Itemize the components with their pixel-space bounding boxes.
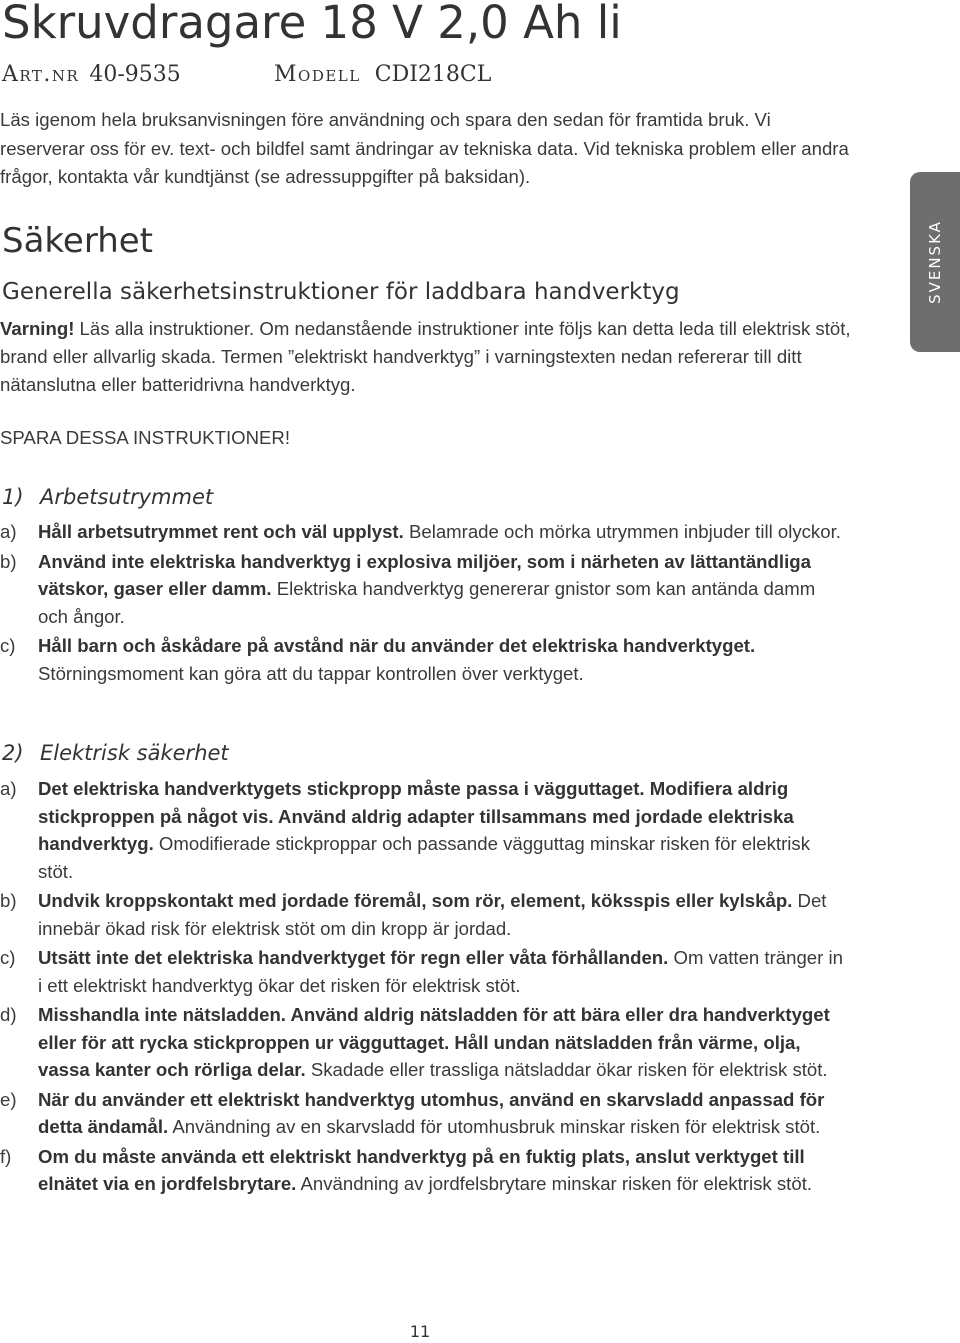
general-safety-subheading: Generella säkerhetsinstruktioner för laddbara handverktyg — [2, 279, 680, 305]
list-item — [0, 1143, 850, 1198]
section-1-label: Arbetsutrymmet — [40, 485, 214, 509]
art-label: Art.nr — [2, 62, 80, 87]
save-instructions: SPARA DESSA INSTRUKTIONER! — [0, 427, 290, 448]
item-text: Skadade eller trassliga nätsladdar ökar risken för elektrisk stöt. — [305, 1059, 828, 1080]
list-item — [0, 548, 850, 631]
section-2-number: 2) — [2, 741, 24, 765]
list-item — [0, 775, 850, 885]
section-1-number: 1) — [2, 485, 24, 509]
item-letter: f) — [0, 1145, 12, 1167]
item-bold: Misshandla inte nätsladden. Använd aldrig nätsladden för att bära eller dra handverktyget eller för att rycka stickproppen ur vägguttaget. Håll undan nätsladden från värme, olja, vassa kanter och rörliga delar. — [38, 1004, 830, 1080]
item-bold: Använd inte elektriska handverktyg i explosiva miljöer, som i närheten av lättantändliga vätskor, gaser eller damm. — [38, 550, 811, 599]
item-bold: När du använder ett elektriskt handverktyg utomhus, använd en skarvsladd anpassad för detta ändamål. — [38, 1088, 825, 1137]
page-number: 11 — [409, 1322, 431, 1341]
section-2-label: Elektrisk säkerhet — [40, 741, 229, 765]
item-bold: Undvik kroppskontakt med jordade föremål, som rör, element, köksspis eller kylskåp. — [38, 890, 793, 911]
item-bold: Håll arbetsutrymmet rent och väl upplyst. — [38, 521, 404, 542]
section-1-list — [0, 518, 850, 689]
item-letter: a) — [0, 778, 17, 799]
warning-label: Varning! — [0, 318, 75, 339]
item-letter: c) — [0, 947, 16, 968]
list-item — [0, 632, 850, 687]
intro-text: Läs igenom hela bruksanvisningen före användning och spara den sedan för framtida bruk. Vi reserverar oss för ev. text- och bildfel samt ändringar av tekniska data. Vid tekniska problem eller andra frågor, kontakta vår kundtjänst (se adressuppgifter på baksidan). — [0, 109, 849, 187]
list-item — [0, 1001, 850, 1084]
item-letter: a) — [0, 521, 17, 542]
list-item — [0, 1086, 850, 1141]
item-bold: Utsätt inte det elektriska handverktyget för regn eller våta förhållanden. — [38, 947, 669, 968]
list-item — [0, 944, 850, 999]
list-item — [0, 518, 850, 546]
model-label: Modell — [274, 62, 361, 87]
item-text: Elektriska handverktyg genererar gnistor som kan antända damm och ångor. — [38, 578, 816, 627]
item-bold: Om du måste använda ett elektriskt handverktyg på en fuktig plats, anslut verktyget till elnätet via en jordfelsbrytare. — [38, 1145, 805, 1194]
item-text: Om vatten tränger in i ett elektriskt handverktyg ökar det risken för elektrisk stöt. — [38, 947, 843, 996]
model-number: CDI218CL — [374, 62, 492, 87]
item-letter: c) — [0, 635, 16, 656]
list-item — [0, 887, 850, 942]
item-letter: d) — [0, 1004, 17, 1025]
item-bold: Det elektriska handverktygets stickpropp måste passa i vägguttaget. Modifiera aldrig stickproppen på något vis. Använd aldrig adapter tillsammans med jordade elektriska handverktyg. — [38, 778, 794, 854]
section-2-title — [2, 738, 229, 768]
item-text: Omodifierade stickproppar och passande vägguttag minskar risken för elektrisk stöt. — [38, 833, 810, 882]
page-title: Skruvdragare 18 V 2,0 Ah li — [2, 0, 622, 49]
item-letter: b) — [0, 550, 17, 572]
model-line — [274, 60, 491, 90]
language-tab-label: SVENSKA — [926, 220, 944, 304]
item-letter: e) — [0, 1088, 17, 1110]
item-text: Användning av en skarvsladd för utomhusbruk minskar risken för elektrisk stöt. — [168, 1116, 821, 1137]
item-text: Belamrade och mörka utrymmen inbjuder till olyckor. — [403, 521, 841, 542]
section-2-list — [0, 775, 850, 1200]
item-text: Användning av jordfelsbrytare minskar risken för elektrisk stöt. — [296, 1173, 813, 1194]
item-bold: Håll barn och åskådare på avstånd när du använder det elektriska handverktyget. — [38, 635, 756, 656]
article-line — [2, 60, 492, 90]
item-text: Det innebär ökad risk för elektrisk stöt om din kropp är jordad. — [38, 890, 827, 939]
warning-paragraph — [0, 315, 860, 399]
art-number: 40-9535 — [89, 62, 181, 87]
safety-heading: Säkerhet — [2, 221, 153, 261]
item-text: Störningsmoment kan göra att du tappar kontrollen över verktyget. — [38, 662, 584, 684]
warning-text: Läs alla instruktioner. Om nedanstående instruktioner inte följs kan detta leda till elektrisk stöt, brand eller allvarlig skada. Termen ”elektriskt handverktyg” i varningstexten nedan refererar till ditt nätanslutna eller batteridrivna handverktyg. — [0, 318, 851, 395]
section-1-title — [2, 482, 213, 512]
item-letter: b) — [0, 890, 17, 911]
language-tab — [910, 172, 960, 352]
